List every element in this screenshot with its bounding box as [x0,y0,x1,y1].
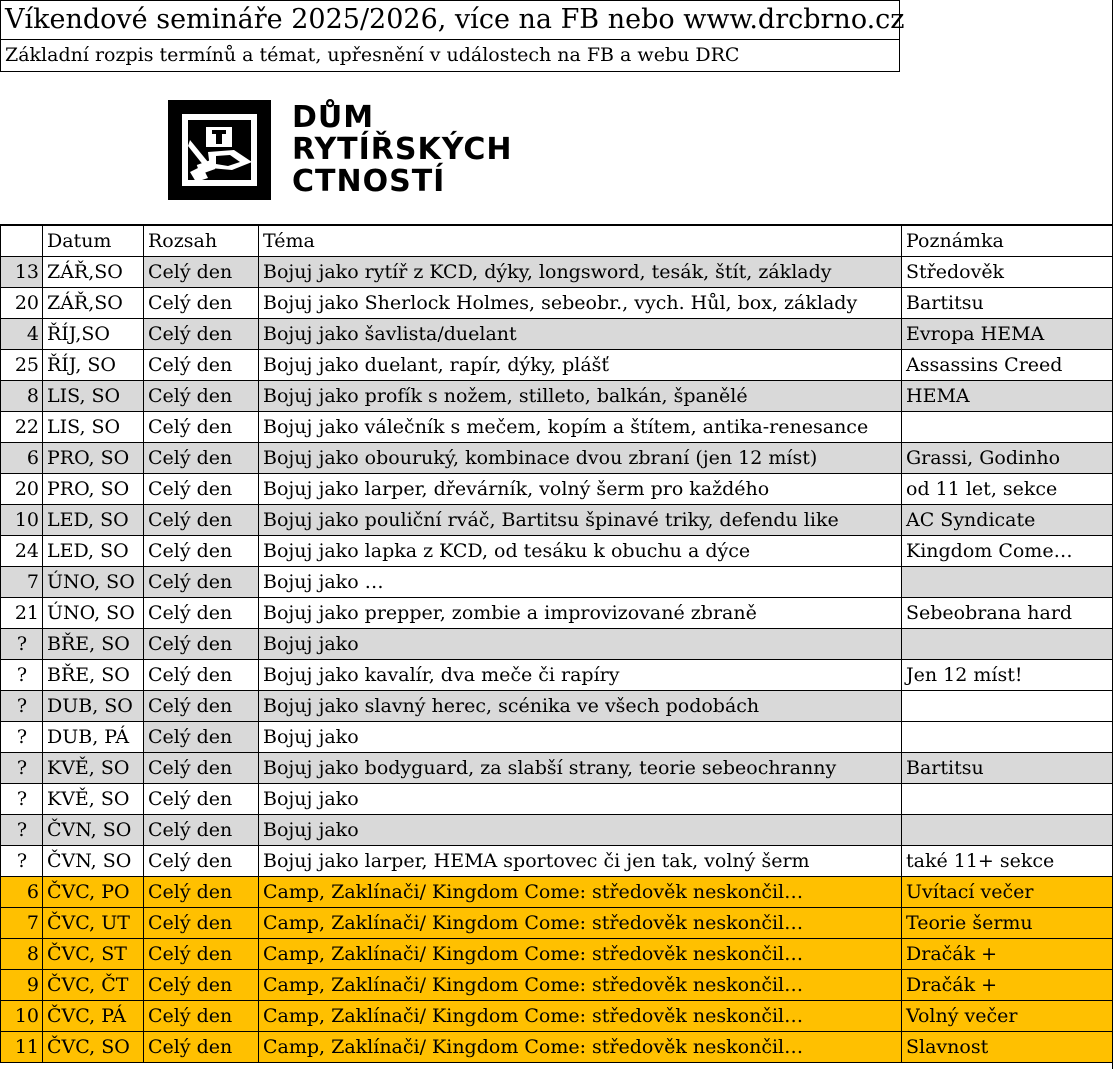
cell-date: BŘE, SO [43,659,144,690]
logo-line-1: DŮM [292,100,375,135]
cell-theme: Camp, Zaklínači/ Kingdom Come: středověk neskončil… [259,907,902,938]
page-title: Víkendové semináře 2025/2026, více na FB nebo www.drcbrno.cz [0,0,900,40]
cell-date: ÚNO, SO [43,566,144,597]
cell-theme: Bojuj jako … [259,566,902,597]
cell-num: 20 [1,287,43,318]
cell-theme: Bojuj jako profík s nožem, stilleto, balkán, španělé [259,380,902,411]
cell-note: Uvítací večer [902,876,1113,907]
cell-num: 24 [1,535,43,566]
cell-date: LIS, SO [43,380,144,411]
cell-date: ČVC, SO [43,1031,144,1062]
table-row [1,628,1113,659]
table-row [1,752,1113,783]
cell-note: Slavnost [902,1031,1113,1062]
cell-range: Celý den [144,504,259,535]
cell-date: ZÁŘ,SO [43,256,144,287]
cell-date: ČVN, SO [43,845,144,876]
header-datum: Datum [43,225,144,256]
cell-note: HEMA [902,380,1113,411]
cell-range: Celý den [144,597,259,628]
cell-note: Dračák + [902,969,1113,1000]
cell-theme: Bojuj jako rytíř z KCD, dýky, longsword, tesák, štít, základy [259,256,902,287]
cell-range: Celý den [144,318,259,349]
cell-note: také 11+ sekce [902,845,1113,876]
cell-date: DUB, SO [43,690,144,721]
cell-num: ? [1,659,43,690]
cell-note [902,411,1113,442]
cell-range: Celý den [144,442,259,473]
cell-range: Celý den [144,628,259,659]
cell-date: ŘÍJ, SO [43,349,144,380]
table-row [1,535,1113,566]
cell-num: 7 [1,566,43,597]
cell-date: ČVC, PO [43,876,144,907]
cell-note [902,783,1113,814]
cell-num: ? [1,783,43,814]
cell-note: Evropa HEMA [902,318,1113,349]
cell-date: LIS, SO [43,411,144,442]
cell-range: Celý den [144,907,259,938]
cell-note: Bartitsu [902,752,1113,783]
cell-range: Celý den [144,845,259,876]
table-row [1,938,1113,969]
cell-date: ŘÍJ,SO [43,318,144,349]
cell-date: ČVN, SO [43,814,144,845]
cell-theme: Bojuj jako [259,783,902,814]
schedule-table [0,224,1113,1063]
cell-theme: Bojuj jako bodyguard, za slabší strany, teorie sebeochranny [259,752,902,783]
cell-theme: Bojuj jako [259,721,902,752]
table-row [1,442,1113,473]
cell-date: LED, SO [43,504,144,535]
cell-num: 20 [1,473,43,504]
table-row [1,566,1113,597]
cell-date: ČVC, ST [43,938,144,969]
cell-num: 22 [1,411,43,442]
cell-num: 8 [1,938,43,969]
cell-num: 21 [1,597,43,628]
cell-theme: Bojuj jako kavalír, dva meče či rapíry [259,659,902,690]
cell-theme: Bojuj jako prepper, zombie a improvizované zbraně [259,597,902,628]
cell-note [902,814,1113,845]
table-row [1,473,1113,504]
cell-num: 6 [1,876,43,907]
cell-date: ČVC, ČT [43,969,144,1000]
header-tema: Téma [259,225,902,256]
cell-note: AC Syndicate [902,504,1113,535]
table-row [1,411,1113,442]
cell-range: Celý den [144,566,259,597]
cell-note: Jen 12 míst! [902,659,1113,690]
table-row [1,597,1113,628]
cell-num: 8 [1,380,43,411]
cell-theme: Bojuj jako válečník s mečem, kopím a štítem, antika-renesance [259,411,902,442]
cell-theme: Bojuj jako pouliční rváč, Bartitsu špinavé triky, defendu like [259,504,902,535]
cell-note [902,690,1113,721]
cell-range: Celý den [144,256,259,287]
table-row [1,1031,1113,1062]
cell-range: Celý den [144,380,259,411]
table-row [1,256,1113,287]
cell-theme: Bojuj jako lapka z KCD, od tesáku k obuchu a dýce [259,535,902,566]
cell-note: Volný večer [902,1000,1113,1031]
cell-theme: Bojuj jako [259,814,902,845]
table-row [1,504,1113,535]
cell-num: 13 [1,256,43,287]
cell-range: Celý den [144,1031,259,1062]
cell-theme: Bojuj jako larper, HEMA sportovec či jen tak, volný šerm [259,845,902,876]
cell-note: od 11 let, sekce [902,473,1113,504]
table-row [1,287,1113,318]
table-row [1,1000,1113,1031]
cell-num: ? [1,628,43,659]
cell-theme: Bojuj jako šavlista/duelant [259,318,902,349]
cell-note: Teorie šermu [902,907,1113,938]
cell-range: Celý den [144,287,259,318]
cell-note: Dračák + [902,938,1113,969]
cell-range: Celý den [144,349,259,380]
cell-range: Celý den [144,752,259,783]
table-header-row [1,225,1113,256]
cell-theme: Bojuj jako larper, dřevárník, volný šerm pro každého [259,473,902,504]
cell-theme: Camp, Zaklínači/ Kingdom Come: středověk neskončil… [259,1031,902,1062]
cell-theme: Camp, Zaklínači/ Kingdom Come: středověk neskončil… [259,938,902,969]
logo-text [292,102,513,198]
table-row [1,721,1113,752]
cell-note: Assassins Creed [902,349,1113,380]
cell-theme: Camp, Zaklínači/ Kingdom Come: středověk neskončil… [259,876,902,907]
table-row [1,349,1113,380]
cell-theme: Bojuj jako duelant, rapír, dýky, plášť [259,349,902,380]
cell-note [902,721,1113,752]
cell-range: Celý den [144,473,259,504]
header-poznamka: Poznámka [902,225,1113,256]
cell-range: Celý den [144,659,259,690]
cell-date: DUB, PÁ [43,721,144,752]
cell-num: ? [1,721,43,752]
logo [168,100,513,200]
header-rozsah: Rozsah [144,225,259,256]
cell-range: Celý den [144,1000,259,1031]
cell-range: Celý den [144,721,259,752]
cell-range: Celý den [144,938,259,969]
cell-date: ÚNO, SO [43,597,144,628]
cell-theme: Camp, Zaklínači/ Kingdom Come: středověk neskončil… [259,1000,902,1031]
cell-range: Celý den [144,783,259,814]
cell-date: PRO, SO [43,442,144,473]
cell-num: 10 [1,1000,43,1031]
cell-num: 7 [1,907,43,938]
cell-theme: Bojuj jako slavný herec, scénika ve všech podobách [259,690,902,721]
cell-range: Celý den [144,535,259,566]
table-row [1,969,1113,1000]
cell-note [902,628,1113,659]
cell-date: PRO, SO [43,473,144,504]
cell-range: Celý den [144,411,259,442]
cell-num: 25 [1,349,43,380]
cell-theme: Camp, Zaklínači/ Kingdom Come: středověk neskončil… [259,969,902,1000]
knight-logo-icon [168,100,271,200]
logo-line-3: CTNOSTÍ [292,164,446,199]
cell-note: Středověk [902,256,1113,287]
cell-num: ? [1,814,43,845]
logo-line-2: RYTÍŘSKÝCH [292,132,513,167]
cell-num: 11 [1,1031,43,1062]
cell-date: ZÁŘ,SO [43,287,144,318]
cell-num: 10 [1,504,43,535]
cell-note: Kingdom Come… [902,535,1113,566]
cell-note: Bartitsu [902,287,1113,318]
table-row [1,690,1113,721]
cell-date: ČVC, PÁ [43,1000,144,1031]
cell-range: Celý den [144,814,259,845]
table-row [1,876,1113,907]
cell-date: LED, SO [43,535,144,566]
cell-num: 4 [1,318,43,349]
cell-range: Celý den [144,969,259,1000]
table-row [1,659,1113,690]
cell-num: 9 [1,969,43,1000]
cell-note: Sebeobrana hard [902,597,1113,628]
cell-num: ? [1,690,43,721]
cell-date: KVĚ, SO [43,783,144,814]
table-row [1,814,1113,845]
header-num [1,225,43,256]
cell-note: Grassi, Godinho [902,442,1113,473]
cell-theme: Bojuj jako obouruký, kombinace dvou zbraní (jen 12 míst) [259,442,902,473]
cell-date: BŘE, SO [43,628,144,659]
cell-theme: Bojuj jako [259,628,902,659]
cell-num: ? [1,752,43,783]
cell-date: KVĚ, SO [43,752,144,783]
table-row [1,845,1113,876]
cell-range: Celý den [144,690,259,721]
page-subtitle: Základní rozpis termínů a témat, upřesnění v událostech na FB a webu DRC [0,40,900,72]
cell-range: Celý den [144,876,259,907]
cell-num: 6 [1,442,43,473]
cell-date: ČVC, UT [43,907,144,938]
table-row [1,907,1113,938]
cell-theme: Bojuj jako Sherlock Holmes, sebeobr., vych. Hůl, box, základy [259,287,902,318]
cell-num: ? [1,845,43,876]
cell-note [902,566,1113,597]
table-row [1,380,1113,411]
table-row [1,783,1113,814]
table-row [1,318,1113,349]
